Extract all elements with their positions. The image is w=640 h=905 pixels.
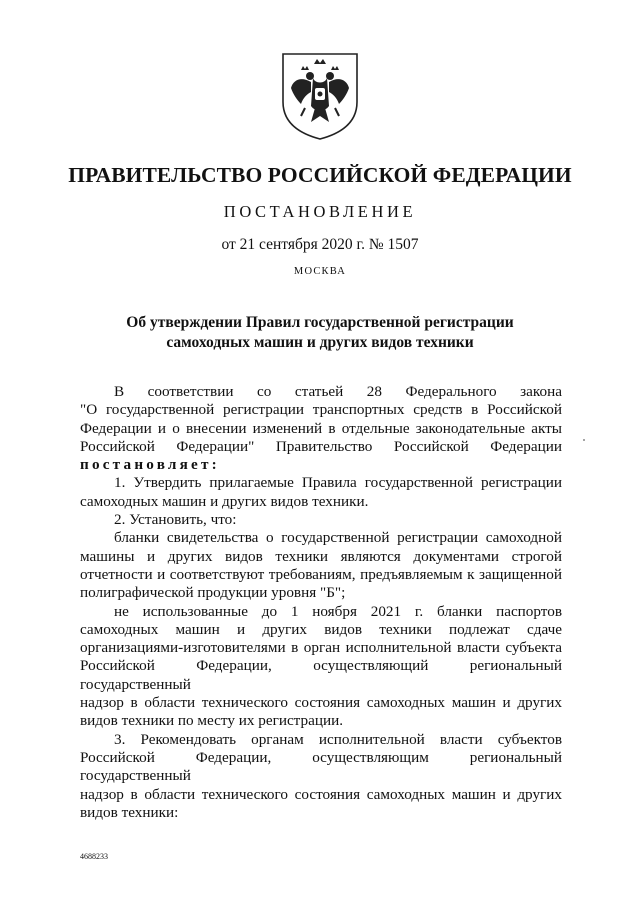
government-name: ПРАВИТЕЛЬСТВО РОССИЙСКОЙ ФЕДЕРАЦИИ: [68, 163, 572, 187]
text-line: машины и других видов техники являются документами строгой: [80, 547, 562, 565]
coat-of-arms-icon: [279, 50, 361, 142]
text-line: В соответствии со статьей 28 Федерального закона: [114, 383, 562, 400]
text-line: Российской Федерации, осуществляющим региональный государственный: [80, 748, 562, 785]
text-line: полиграфической продукции уровня "Б";: [80, 584, 346, 602]
text-line: 1. Утвердить прилагаемые Правила государственной регистрации: [114, 474, 562, 492]
document-date-number: от 21 сентября 2020 г. № 1507: [221, 236, 419, 253]
title-line: Об утверждении Правил государственной регистрации: [126, 314, 514, 331]
document-title: [60, 313, 580, 353]
text-line: "О государственной регистрации транспортных средств в Российской: [80, 401, 562, 419]
resolution-word: постановляет:: [80, 456, 220, 474]
text-line: видов техники по месту их регистрации.: [80, 712, 344, 730]
document-type: ПОСТАНОВЛЕНИЕ: [223, 202, 417, 221]
text-line: 3. Рекомендовать органам исполнительной власти субъектов: [114, 730, 562, 748]
text-line: отчетности и соответствуют требованиям, предъявляемым к защищенной: [80, 565, 562, 583]
text-line: организациями-изготовителями в орган исполнительной власти субъекта: [80, 639, 562, 657]
text-line: видов техники:: [80, 803, 179, 821]
text-line: Российской Федерации" Правительство Российской Федерации: [80, 437, 562, 455]
document-city: МОСКВА: [293, 266, 347, 277]
title-line: самоходных машин и других видов техники: [166, 334, 474, 351]
text-line: надзор в области технического состояния самоходных машин и других: [80, 785, 562, 803]
text-line: бланки свидетельства о государственной регистрации самоходной: [114, 529, 562, 547]
document-id: 4688233: [80, 852, 108, 861]
text-line: самоходных машин и других видов техники подлежат сдаче: [80, 620, 562, 638]
text-line: Российской Федерации, осуществляющий региональный государственный: [80, 657, 562, 693]
scan-speck: [583, 439, 585, 441]
text-line: Федерации и о внесении изменений в отдельные законодательные акты: [80, 419, 562, 437]
text-line: самоходных машин и других видов техники.: [80, 492, 369, 510]
text-line: надзор в области технического состояния самоходных машин и других: [80, 694, 562, 712]
text-line: 2. Установить, что:: [114, 511, 237, 529]
document-body: [80, 383, 562, 822]
text-line: не использованные до 1 ноября 2021 г. бланки паспортов: [114, 602, 562, 620]
